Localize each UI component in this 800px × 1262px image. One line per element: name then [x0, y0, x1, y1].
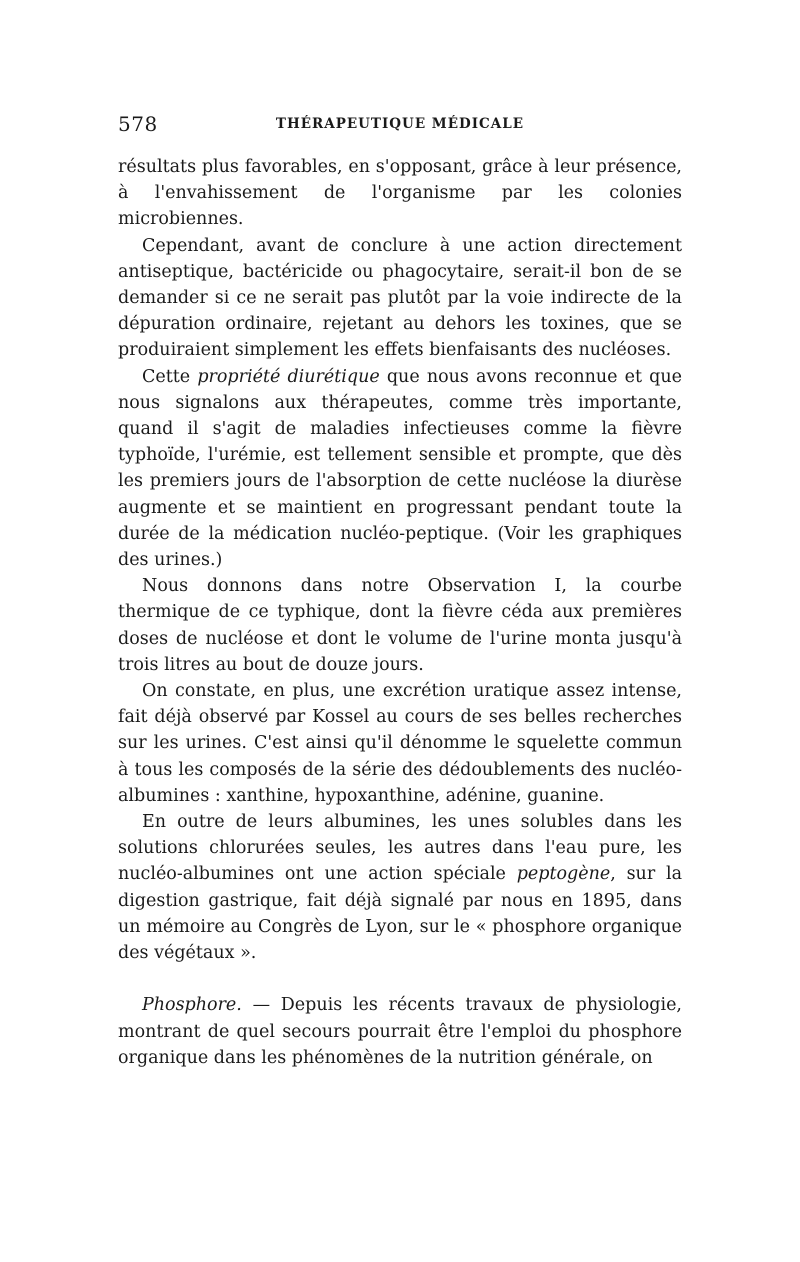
- paragraph-7: [118, 992, 682, 1071]
- emphasis-peptogene: peptogène: [516, 864, 611, 885]
- paragraph-3-rest: que nous avons reconnue et que nous signalons aux thérapeutes, comme très importante, quand il s'agit de maladies infectieuses comme la fièvre typhoïde, l'urémie, est tellement sensible et prompte, que dès les premiers jours de l'absorption de cette nucléose la diurèse augmente et se maintient en progressant pendant toute la durée de la médication nucléo-peptique. (Voir les graphiques des urines.): [118, 366, 682, 571]
- page-number: 578: [118, 112, 158, 136]
- paragraph-5: On constate, en plus, une excrétion uratique assez intense, fait déjà observé par Kossel au cours de ses belles recherches sur les urines. C'est ainsi qu'il dénomme le squelette commun à tous les composés de la série des dédoublements des nucléo-albumines : xanthine, hypoxanthine, adénine, guanine.: [118, 681, 682, 806]
- section-heading-phosphore: Phosphore.: [142, 995, 242, 1016]
- running-title: THÉRAPEUTIQUE MÉDICALE: [275, 116, 525, 132]
- paragraph-3-lead: Cette: [142, 366, 198, 387]
- paragraph-3: [118, 364, 682, 574]
- book-page: [118, 112, 682, 1071]
- paragraph-6-rest: , sur la digestion gastrique, fait déjà signalé par nous en 1895, dans un mémoire au Congrès de Lyon, sur le « phosphore organique des végétaux ».: [118, 864, 682, 964]
- paragraph-4: Nous donnons dans notre Observation I, la courbe thermique de ce typhique, dont la fièvre céda aux premières doses de nucléose et dont le volume de l'urine monta jusqu'à trois litres au bout de douze jours.: [118, 576, 682, 675]
- paragraph-7-rest: — Depuis les récents travaux de physiologie, montrant de quel secours pourrait être l'emploi du phosphore organique dans les phénomènes de la nutrition générale, on: [118, 995, 682, 1068]
- emphasis-propriete-diuretique: propriété diurétique: [197, 366, 380, 387]
- paragraph-1: résultats plus favorables, en s'opposant, grâce à leur présence, à l'envahissement de l'organisme par les colonies microbiennes.: [118, 157, 682, 230]
- paragraph-6-lead: En outre de leurs albumines, les unes solubles dans les solutions chlorurées seules, les autres dans l'eau pure, les nucléo-albumines ont une action spéciale: [118, 812, 682, 885]
- body-text: [118, 154, 682, 1071]
- page-header: [118, 112, 682, 146]
- paragraph-6: [118, 809, 682, 966]
- paragraph-2: Cependant, avant de conclure à une action directement antiseptique, bactéricide ou phagocytaire, serait-il bon de se demander si ce ne serait pas plutôt par la voie indirecte de la dépuration ordinaire, rejetant au dehors les toxines, que se produiraient simplement les effets bienfaisants des nucléoses.: [118, 235, 682, 361]
